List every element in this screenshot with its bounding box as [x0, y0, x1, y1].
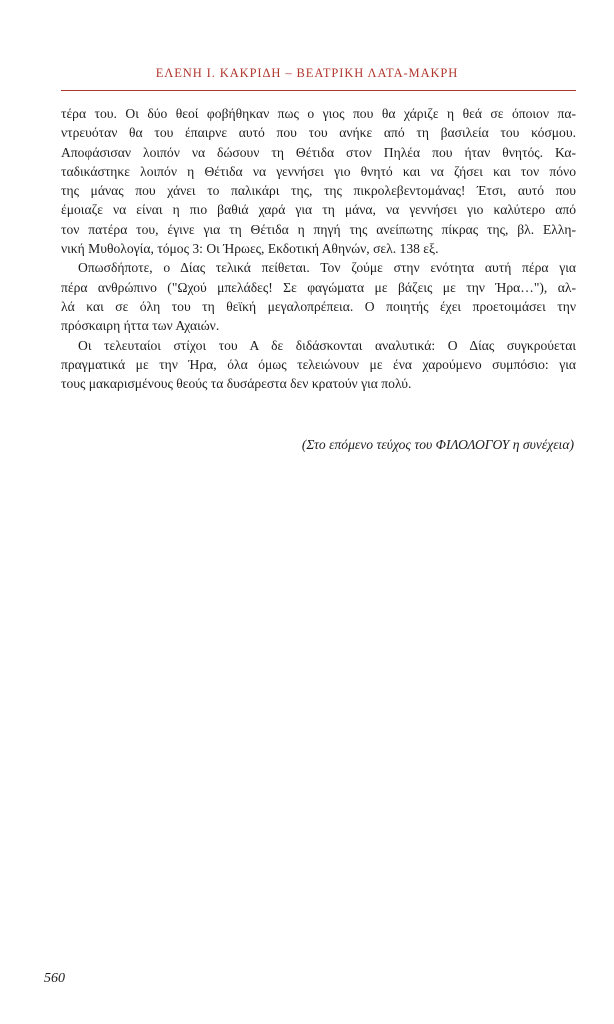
continuation-note: (Στο επόμενο τεύχος του ΦΙΛΟΛΟΓΟΥ η συνέχεια)	[301, 437, 574, 452]
text-line: τον πατέρα του, έγινε για τη Θέτιδα η πηγή της ανείπωτης πίκρας της, βλ. Ελλη-	[61, 221, 576, 237]
text-line: πραγματικά με την Ήρα, όλα όμως τελειώνουν με ένα χαρούμενο συμπόσιο: για	[61, 356, 576, 372]
text-line: τους μακαρισμένους θεούς τα δυσάρεστα δεν κρατούν για πολύ.	[61, 376, 412, 392]
paragraph-zeus-persuaded	[61, 258, 576, 335]
text-line: νική Μυθολογία, τόμος 3: Οι Ήρωες, Εκδοτική Αθηνών, σελ. 138 εξ.	[61, 241, 439, 257]
text-line: ντρευόταν θα του έπαιρνε αυτό που του ανήκε από τη βασιλεία του κόσμου.	[61, 125, 576, 141]
text-line: έμοιαζε να είναι η πιο βαθιά χαρά για τη μάνα, να γεννήσει γιο καλύτερο από	[61, 202, 576, 218]
text-line: της μάνας που χάνει το παλικάρι της, της πικρολεβεντομάνας! Έτσι, αυτό που	[61, 183, 576, 199]
header-rule	[61, 90, 576, 91]
text-line: Αποφάσισαν λοιπόν να δώσουν τη Θέτιδα στον Πηλέα που ήταν θνητός. Κα-	[61, 144, 576, 160]
running-header: ΕΛΕΝΗ Ι. ΚΑΚΡΙΔΗ – ΒΕΑΤΡΙΚΗ ΛΑΤΑ-ΜΑΚΡΗ	[155, 66, 459, 80]
text-line: Οπωσδήποτε, ο Δίας τελικά πείθεται. Τον ζούμε στην ενότητα αυτή πέρα για	[78, 260, 576, 276]
text-line: ταδικάστηκε λοιπόν η Θέτιδα να γεννήσει γιο θνητό και να ζήσει και τον πόνο	[61, 163, 576, 179]
paragraph-continuation	[61, 104, 576, 258]
page-number: 560	[44, 971, 65, 986]
text-line: Οι τελευταίοι στίχοι του Α δε διδάσκονται αναλυτικά: Ο Δίας συγκρούεται	[78, 337, 576, 353]
text-line: πρόσκαιρη ήττα των Αχαιών.	[61, 318, 220, 334]
paragraph-final-verses	[61, 336, 576, 394]
body-text	[61, 104, 576, 393]
text-line: πέρα ανθρώπινο ("Ωχού μπελάδες! Σε φαγώματα με βάζεις με την Ήρα…"), αλ-	[61, 279, 576, 295]
text-line: λά και σε όλη του τη θεϊκή μεγαλοπρέπεια. Ο ποιητής έχει προετοιμάσει την	[61, 298, 576, 314]
text-line: τέρα του. Οι δύο θεοί φοβήθηκαν πως ο γιος που θα χάριζε η θεά σε όποιον πα-	[61, 106, 576, 121]
